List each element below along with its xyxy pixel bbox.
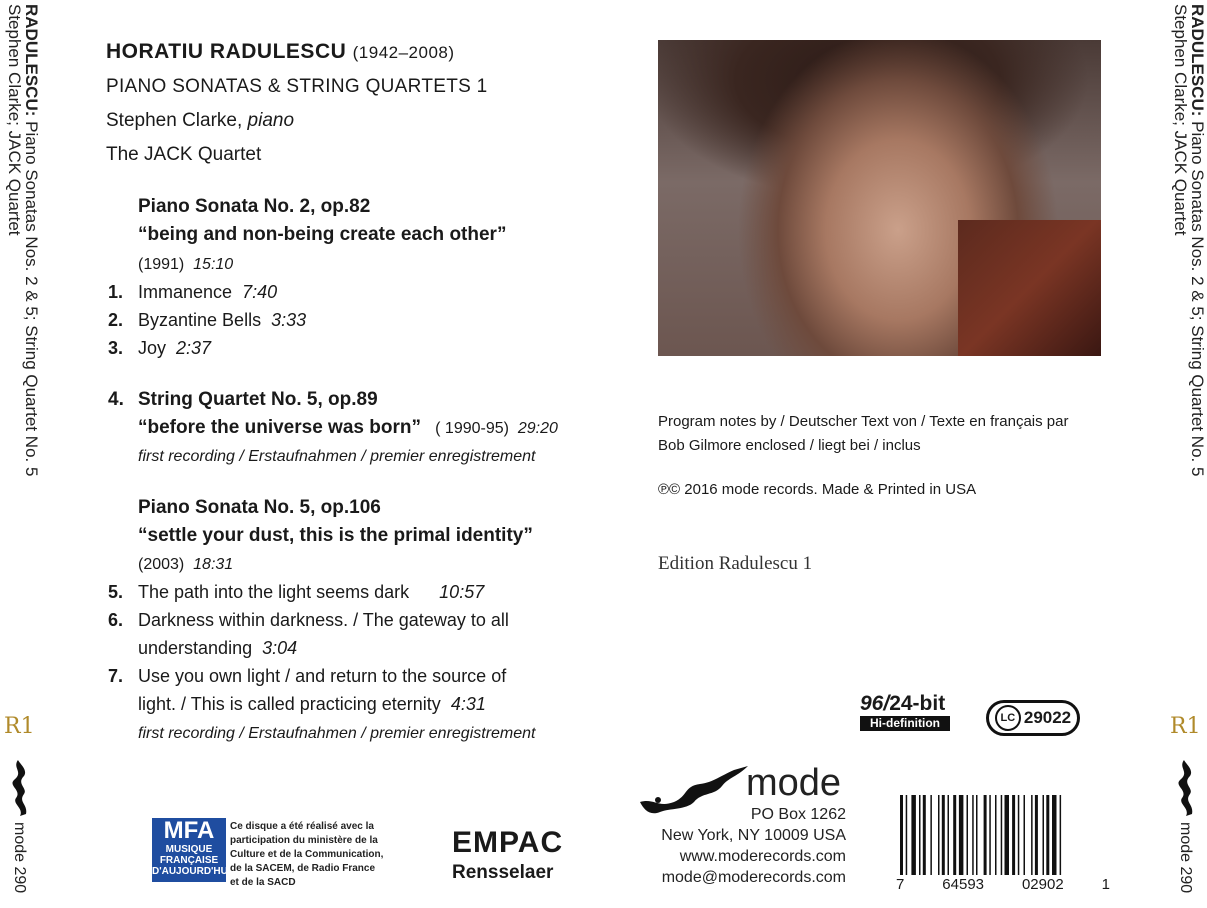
track-time: 7:40 [242,282,278,302]
website-link[interactable]: www.moderecords.com [679,848,846,865]
work1-meta [138,256,233,274]
track-time: 2:37 [176,338,212,358]
composer-heading [106,40,455,64]
barcode-bar [967,795,969,875]
track-title: Byzantine Bells [138,310,262,330]
barcode-bar [1018,795,1020,875]
pianist-name: Stephen Clarke, [106,110,248,131]
spine-catalog-right: mode 290 [1177,822,1194,894]
track-title: Joy [138,338,167,358]
barcode-digit-4: 1 [1101,876,1110,893]
photo-shirt [958,220,1101,356]
performer-quartet: The JACK Quartet [106,144,262,165]
label-name: mode [746,762,842,804]
spine-title-right [1172,4,1206,476]
barcode-bar [938,795,940,875]
address-city: New York, NY 10009 USA [661,827,846,844]
label-code-badge [986,700,1080,736]
barcode-bar [1012,795,1015,875]
address-po: PO Box 1262 [750,806,846,823]
hidef-rate: 96/ [860,692,890,715]
track-time: 3:04 [262,638,298,658]
barcode-bar [1046,795,1049,875]
spine-composer-right: RADULESCU: [1188,4,1207,117]
track-1[interactable] [108,282,588,303]
barcode-bar [1005,795,1010,875]
composer-name: HORATIU RADULESCU [106,40,347,63]
work3-subtitle: “settle your dust, this is the primal identity” [138,525,533,546]
barcode-bar [1024,795,1026,875]
work2-note: first recording / Erstaufnahmen / premier enregistrement [138,448,536,465]
track-time: 3:33 [271,310,307,330]
mfa-logo [152,817,384,888]
label-address [648,804,846,888]
barcode-bar [1031,795,1033,875]
edition-mark-right: R1 [1170,714,1201,739]
work2-title: String Quartet No. 5, op.89 [138,389,378,410]
barcode-bar [906,795,908,875]
barcode-bar [911,795,916,875]
barcode-digit-1: 7 [896,876,905,893]
composer-photo [658,40,1101,356]
spine-line1-right: Piano Sonatas Nos. 2 & 5; String Quartet No. 5 [1188,116,1207,477]
lc-mark: LC [995,705,1021,731]
work2-duration: 29:20 [517,420,558,437]
track-title: Use you own light / and return to the source of [138,666,507,686]
barcode-bar [923,795,926,875]
barcode-bar [948,795,950,875]
barcode-bar [1035,795,1038,875]
barcode-bar [900,795,903,875]
mfa-badge [152,817,231,882]
track-title-cont: understanding [138,638,253,658]
edition-mark: R1 [4,714,35,739]
track-title-cont: light. / This is called practicing eternity [138,694,441,714]
barcode-bar [930,795,932,875]
work1-duration: 15:10 [193,256,234,273]
track-time: 4:31 [450,694,486,714]
work3-year: (2003) [138,556,185,573]
track-title: Darkness within darkness. / The gateway to all [138,610,509,630]
notes-line2: Bob Gilmore enclosed / liegt bei / inclus [658,437,921,454]
track-6[interactable] [108,610,588,631]
spine-line1: Piano Sonatas Nos. 2 & 5; String Quartet No. 5 [22,116,41,477]
track-6-cont [138,638,297,659]
lc-code: 29022 [1023,708,1072,727]
hi-definition-badge [860,692,954,740]
mode-logo-icon-right [1168,758,1200,818]
track-title: The path into the light seems dark [138,582,410,602]
track-5[interactable] [108,582,588,603]
barcode-bar [942,795,945,875]
barcode-bar [972,795,974,875]
email-link[interactable]: mode@moderecords.com [661,869,846,886]
right-spine [1166,0,1207,908]
barcode-bar [953,795,956,875]
barcode-bar [976,795,978,875]
barcode-icon [896,795,1110,875]
track-7[interactable] [108,666,588,687]
barcode-bar [919,795,921,875]
edition-label: Edition Radulescu 1 [658,553,813,574]
track-number: 4. [108,389,124,410]
work1-subtitle: “being and non-being create each other” [138,224,507,245]
work3-note: first recording / Erstaufnahmen / premier enregistrement [138,725,536,742]
barcode-bar [959,795,964,875]
work3-title: Piano Sonata No. 5, op.106 [138,497,381,518]
work2-subtitle-line [138,417,558,439]
album-subtitle: PIANO SONATAS & STRING QUARTETS 1 [106,76,488,97]
track-number: 2. [108,310,124,330]
mfa-line1: MUSIQUE [165,844,213,855]
work1-title: Piano Sonata No. 2, op.82 [138,196,371,217]
performer-pianist [106,110,294,132]
work1-year: (1991) [138,256,185,273]
mfa-acronym: MFA [163,817,215,844]
barcode-bar [1052,795,1057,875]
barcode-bar [995,795,997,875]
barcode-bar [1060,795,1062,875]
work2-year: ( 1990-95) [435,420,509,437]
barcode-digit-3: 02902 [1021,876,1064,893]
barcode-digits [896,876,1110,893]
hidef-bit: 24-bit [889,692,946,715]
track-number: 1. [108,282,124,302]
spine-title [6,4,40,476]
work2-subtitle: “before the universe was born” [138,417,421,438]
track-3[interactable] [108,338,588,359]
barcode-bar [1043,795,1045,875]
barcode-bar [984,795,987,875]
program-notes [658,410,1069,458]
track-number: 7. [108,666,124,686]
spine-composer: RADULESCU: [22,4,41,117]
barcode-bar [989,795,991,875]
mfa-line3: D'AUJOURD'HUI [152,866,231,877]
pianist-role: piano [247,110,295,131]
composer-dates: (1942–2008) [352,43,455,62]
barcode-bar [1001,795,1003,875]
spine-catalog: mode 290 [11,822,28,894]
spine-line2-right: Stephen Clarke; JACK Quartet [1171,4,1190,236]
track-number: 6. [108,610,124,630]
barcode-digit-2: 64593 [942,876,985,893]
track-number: 3. [108,338,124,358]
track-time: 10:57 [439,582,485,602]
hidef-label: Hi-definition [860,716,950,731]
empac-logo: EMPAC [452,826,564,859]
track-4[interactable] [108,389,588,411]
mfa-statement: Ce disque a été réalisé avec la participation du ministère de la Culture et de la Communication, de la SACEM, de Radio France et de la SACD [230,821,384,888]
work3-duration: 18:31 [193,556,234,573]
track-number: 5. [108,582,124,602]
mode-logo-icon [2,758,34,818]
track-title: Immanence [138,282,233,302]
left-spine [0,0,41,908]
notes-line1: Program notes by / Deutscher Text von / Texte en français par [658,413,1069,430]
spine-line2: Stephen Clarke; JACK Quartet [5,4,24,236]
track-7-cont [138,694,486,715]
copyright: ℗© 2016 mode records. Made & Printed in USA [658,481,977,498]
track-2[interactable] [108,310,588,331]
work3-meta [138,556,233,574]
mfa-line2: FRANÇAISE [159,855,219,866]
rensselaer-label: Rensselaer [452,862,554,883]
